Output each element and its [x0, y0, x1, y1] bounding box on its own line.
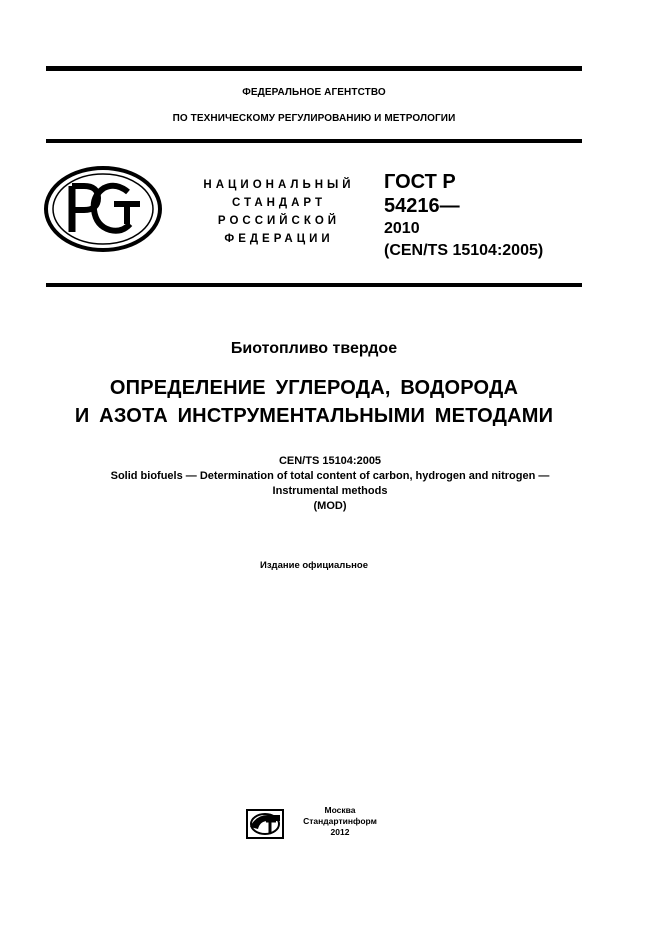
national-standard-line3: РОССИЙСКОЙ [217, 215, 341, 227]
top-rule [46, 66, 582, 71]
international-reference [20, 454, 640, 514]
national-standard-line1: НАЦИОНАЛЬНЫЙ [203, 179, 355, 191]
title-line1: ОПРЕДЕЛЕНИЕ УГЛЕРОДА, ВОДОРОДА [109, 377, 519, 399]
agency-name-line1: ФЕДЕРАЛЬНОЕ АГЕНТСТВО [242, 87, 386, 98]
international-title-line1: Solid biofuels — Determination of total content of carbon, hydrogen and nitrogen — [110, 470, 550, 482]
international-code: CEN/TS 15104:2005 [278, 455, 382, 467]
national-standard-label [186, 176, 372, 248]
designation-line3: 2010 [384, 220, 420, 237]
standartinform-logo-icon [246, 809, 284, 839]
designation-line4: (CEN/TS 15104:2005) [384, 242, 544, 259]
publisher-info [292, 805, 388, 838]
national-standard-line4: ФЕДЕРАЦИИ [224, 233, 334, 245]
national-standard-line2: СТАНДАРТ [232, 197, 326, 209]
designation-line2: 54216— [384, 195, 460, 217]
edition-label: Издание официальное [260, 560, 368, 571]
title-line2: И АЗОТА ИНСТРУМЕНТАЛЬНЫМИ МЕТОДАМИ [74, 405, 554, 427]
modification-label: (MOD) [313, 500, 347, 512]
publisher-name: Стандартинформ [303, 816, 377, 826]
standard-designation [384, 170, 543, 262]
document-title [40, 374, 588, 430]
header-bottom-rule [46, 283, 582, 287]
international-title-line2: Instrumental methods [272, 485, 388, 497]
agency-name-line2: ПО ТЕХНИЧЕСКОМУ РЕГУЛИРОВАНИЮ И МЕТРОЛОГИИ [172, 113, 456, 124]
document-subtitle: Биотопливо твердое [230, 340, 398, 357]
rst-certification-mark-icon [44, 166, 162, 252]
designation-line1: ГОСТ Р [384, 171, 456, 193]
publisher-city: Москва [324, 805, 356, 815]
publication-year: 2012 [330, 827, 350, 837]
header-rule [46, 139, 582, 143]
